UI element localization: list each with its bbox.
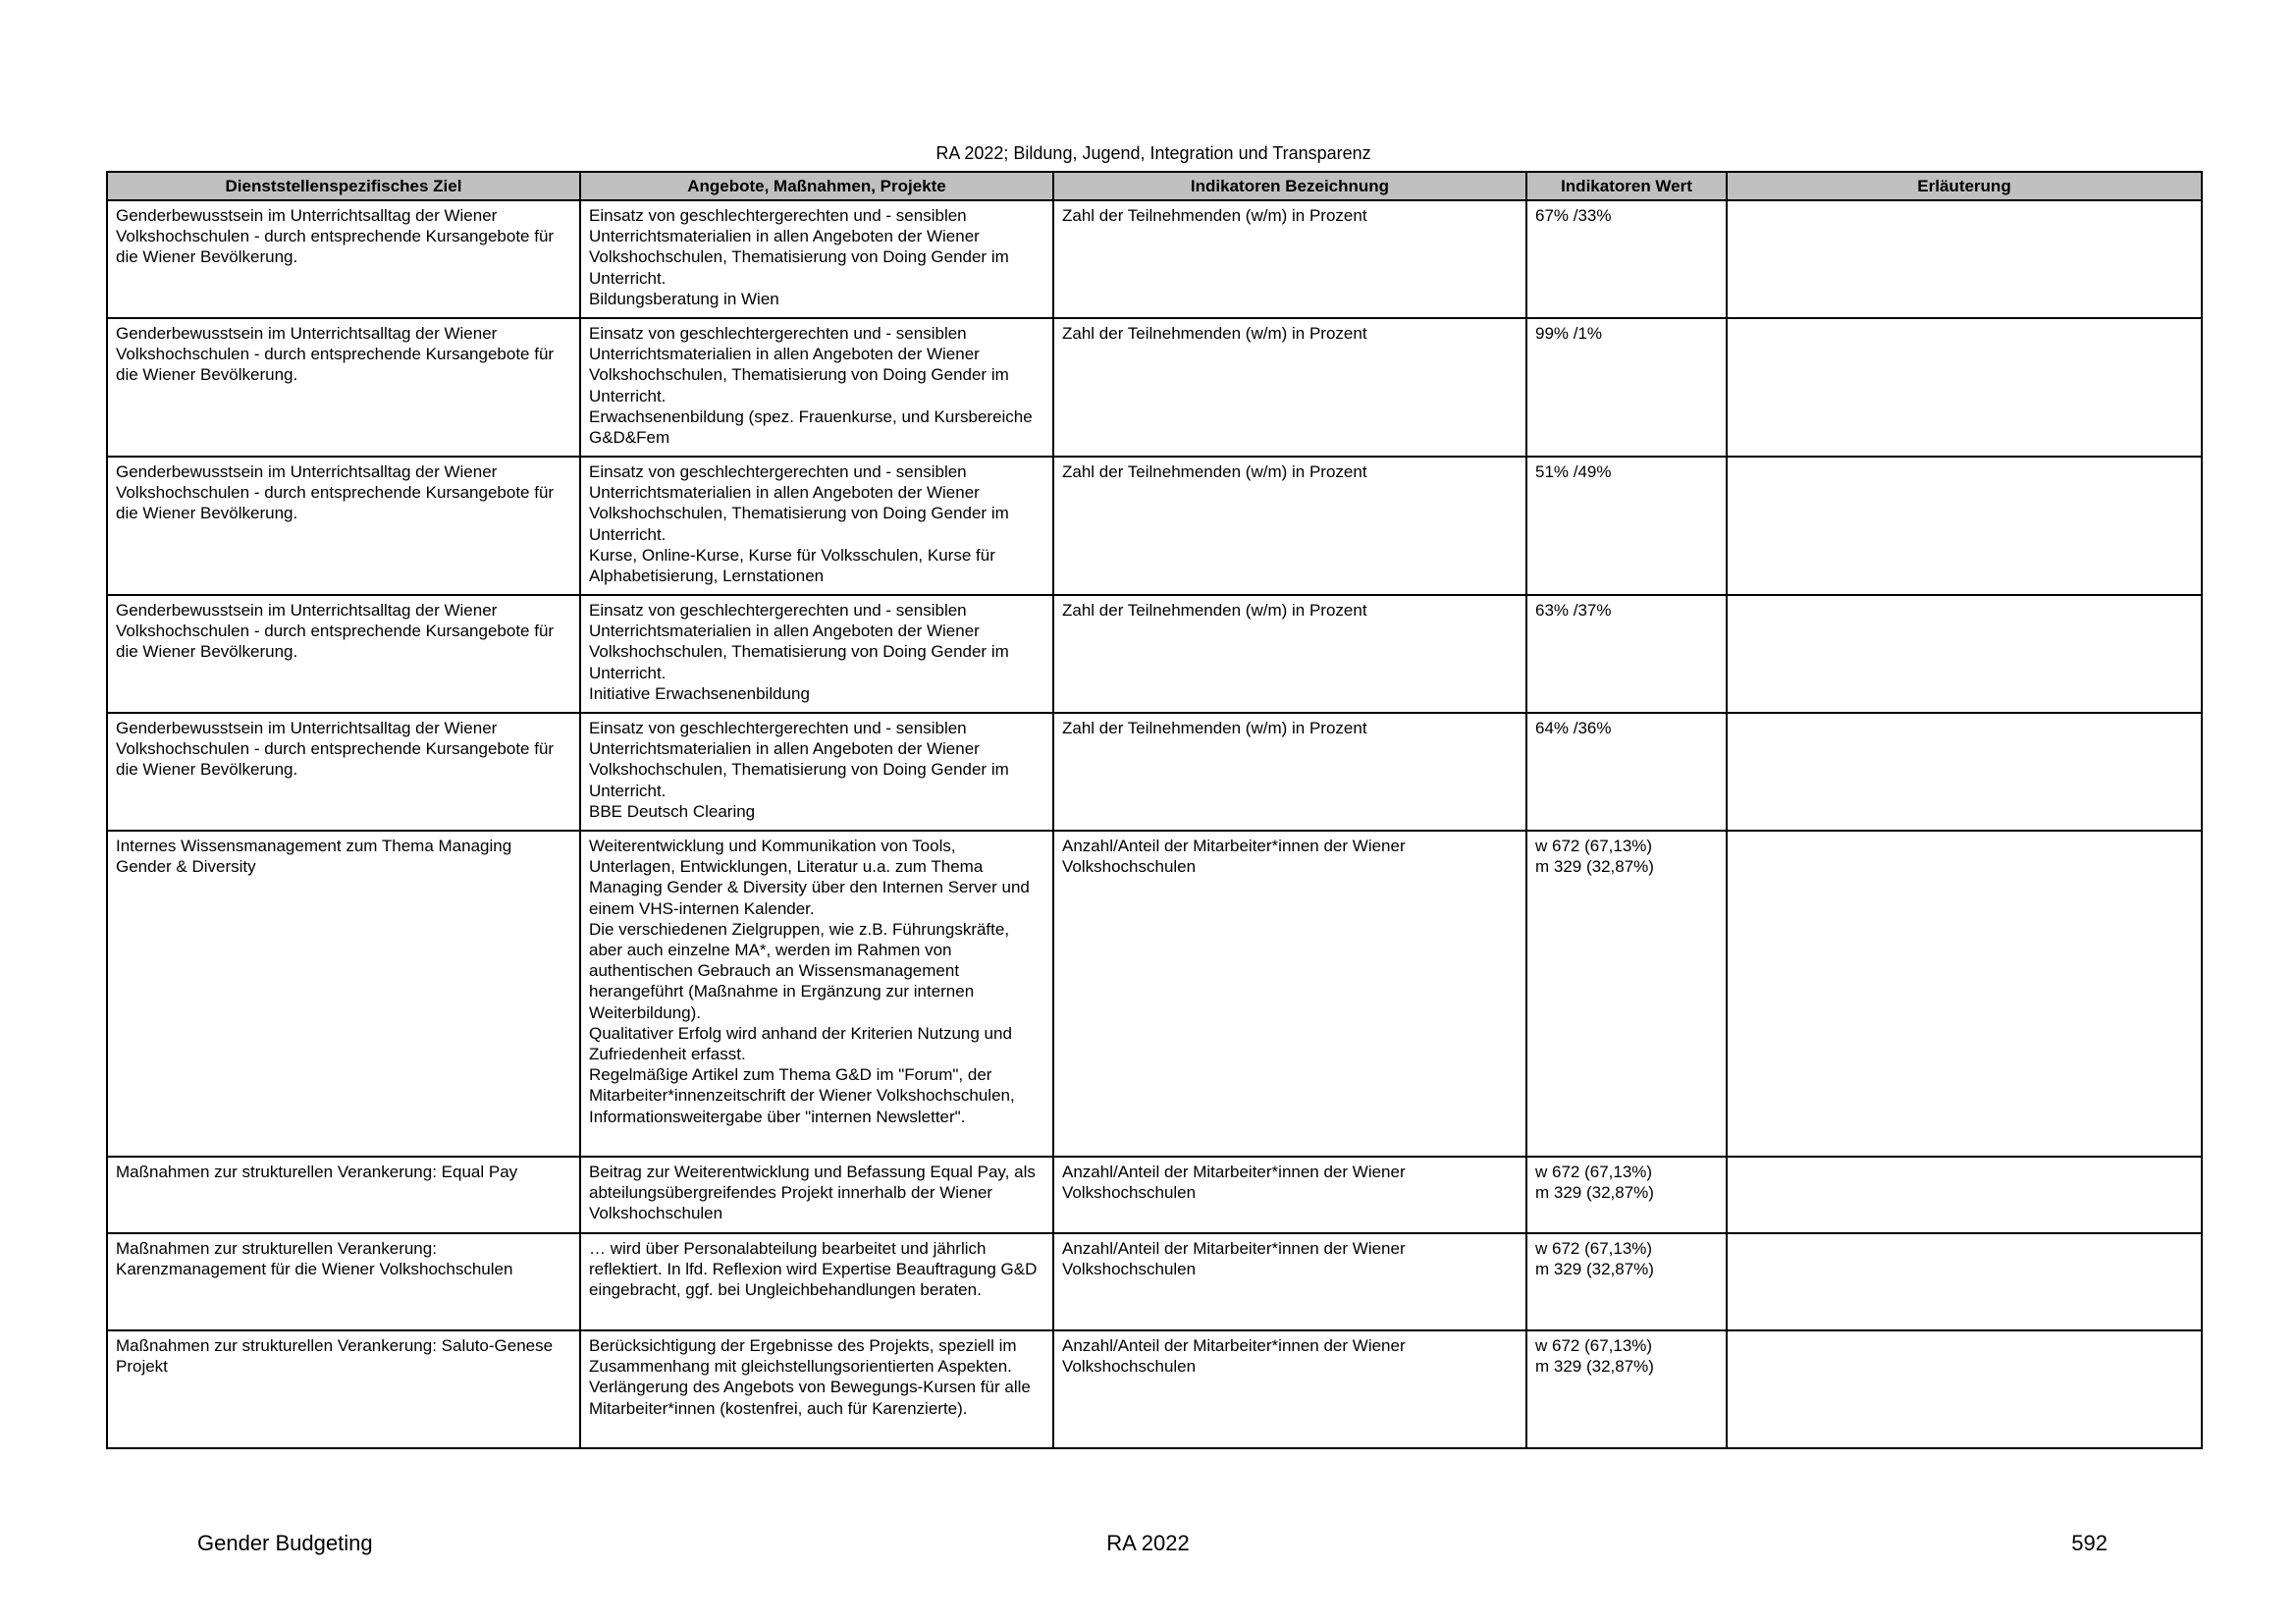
cell-wert [1526, 831, 1727, 1157]
page-number: 592 [2071, 1531, 2108, 1555]
cell-indikator [1053, 831, 1526, 1157]
cell-massnahmen [580, 1233, 1053, 1330]
cell-indikator [1053, 457, 1526, 595]
cell-massnahmen [580, 1157, 1053, 1233]
cell-indikator [1053, 595, 1526, 713]
cell-erlaeuterung [1727, 595, 2202, 713]
cell-erlaeuterung [1727, 318, 2202, 457]
cell-ziel [107, 1330, 580, 1448]
cell-ziel-text: Internes Wissensmanagement zum Thema Managing Gender & Diversity [116, 837, 516, 877]
table-row [107, 457, 2202, 595]
cell-ziel [107, 1157, 580, 1233]
cell-massnahmen [580, 595, 1053, 713]
cell-erlaeuterung [1727, 200, 2202, 318]
cell-ziel [107, 457, 580, 595]
cell-wert [1526, 1330, 1727, 1448]
cell-ziel-text: Genderbewusstsein im Unterrichtsalltag der Wiener Volkshochschulen - durch entsprechende Kursangebote für die Wiener Bevölkerung. [116, 601, 559, 662]
cell-ziel-text: Genderbewusstsein im Unterrichtsalltag der Wiener Volkshochschulen - durch entsprechende Kursangebote für die Wiener Bevölkerung. [116, 462, 559, 523]
cell-erlaeuterung [1727, 1330, 2202, 1448]
cell-massnahmen-text: Einsatz von geschlechtergerechten und - sensiblen Unterrichtsmaterialien in allen Angeboten der Wiener Volkshochschulen, Thematisierung von Doing Gender im Unterricht. Erwachsenenbildung (spez. Frauenkurse, und Kursbereiche G&D&Fem [589, 324, 1033, 448]
cell-ziel-text: Maßnahmen zur strukturellen Verankerung: Equal Pay [116, 1163, 518, 1181]
cell-wert-text: 67% /33% [1535, 206, 1612, 225]
cell-wert [1526, 457, 1727, 595]
cell-ziel-text: Maßnahmen zur strukturellen Verankerung: Saluto-Genese Projekt [116, 1336, 558, 1377]
cell-wert [1526, 318, 1727, 457]
cell-wert-text: w 672 (67,13%) m 329 (32,87%) [1535, 1336, 1654, 1377]
cell-ziel [107, 1233, 580, 1330]
cell-wert-text: 99% /1% [1535, 324, 1603, 343]
footer-left-label: Gender Budgeting [197, 1531, 373, 1555]
cell-massnahmen-text: Einsatz von geschlechtergerechten und - sensiblen Unterrichtsmaterialien in allen Angeboten der Wiener Volkshochschulen, Thematisierung von Doing Gender im Unterricht. Initiative Erwachsenenbildung [589, 601, 1009, 703]
cell-indikator-text: Anzahl/Anteil der Mitarbeiter*innen der Wiener Volkshochschulen [1062, 1336, 1411, 1377]
cell-wert [1526, 713, 1727, 831]
cell-indikator-text: Zahl der Teilnehmenden (w/m) in Prozent [1062, 601, 1367, 620]
cell-massnahmen-text: Berücksichtigung der Ergebnisse des Projekts, speziell im Zusammenhang mit gleichstellungsorientierten Aspekten. Verlängerung des Angebots von Bewegungs-Kursen für alle Mitarbeiter*innen (kostenfrei, auch für Karenzierte). [589, 1336, 1036, 1418]
footer-center-label: RA 2022 [1106, 1531, 1190, 1555]
cell-ziel [107, 831, 580, 1157]
table-row [107, 1233, 2202, 1330]
cell-wert-text: w 672 (67,13%) m 329 (32,87%) [1535, 1163, 1654, 1203]
table-header-row [107, 172, 2202, 200]
cell-ziel-text: Genderbewusstsein im Unterrichtsalltag der Wiener Volkshochschulen - durch entsprechende Kursangebote für die Wiener Bevölkerung. [116, 719, 559, 780]
cell-massnahmen-text: Einsatz von geschlechtergerechten und - sensiblen Unterrichtsmaterialien in allen Angeboten der Wiener Volkshochschulen, Thematisierung von Doing Gender im Unterricht. BBE Deutsch Clearing [589, 719, 1009, 821]
cell-massnahmen [580, 713, 1053, 831]
table-row [107, 1330, 2202, 1448]
gender-budget-table [106, 171, 2203, 1449]
cell-massnahmen [580, 200, 1053, 318]
header-erlaeuterung: Erläuterung [1727, 172, 2202, 200]
cell-indikator [1053, 1233, 1526, 1330]
cell-massnahmen [580, 831, 1053, 1157]
cell-erlaeuterung [1727, 1157, 2202, 1233]
table-row [107, 318, 2202, 457]
cell-wert-text: 63% /37% [1535, 601, 1612, 620]
cell-ziel-text: Genderbewusstsein im Unterrichtsalltag der Wiener Volkshochschulen - durch entsprechende Kursangebote für die Wiener Bevölkerung. [116, 324, 559, 385]
cell-massnahmen [580, 457, 1053, 595]
cell-ziel-text: Maßnahmen zur strukturellen Verankerung: Karenzmanagement für die Wiener Volkshochschulen [116, 1239, 513, 1279]
cell-ziel [107, 200, 580, 318]
page-title: RA 2022; Bildung, Jugend, Integration und Transparenz [935, 143, 1371, 163]
cell-ziel-text: Genderbewusstsein im Unterrichtsalltag der Wiener Volkshochschulen - durch entsprechende Kursangebote für die Wiener Bevölkerung. [116, 206, 559, 267]
cell-indikator [1053, 1330, 1526, 1448]
cell-massnahmen-text: Einsatz von geschlechtergerechten und - sensiblen Unterrichtsmaterialien in allen Angeboten der Wiener Volkshochschulen, Thematisierung von Doing Gender im Unterricht. Kurse, Online-Kurse, Kurse für Volksschulen, Kurse für Alphabetisierung, Lernstationen [589, 462, 1009, 586]
cell-indikator-text: Zahl der Teilnehmenden (w/m) in Prozent [1062, 719, 1367, 737]
cell-ziel [107, 595, 580, 713]
cell-indikator-text: Anzahl/Anteil der Mitarbeiter*innen der Wiener Volkshochschulen [1062, 1239, 1411, 1279]
cell-indikator-text: Anzahl/Anteil der Mitarbeiter*innen der Wiener Volkshochschulen [1062, 1163, 1411, 1203]
cell-ziel [107, 318, 580, 457]
cell-wert-text: w 672 (67,13%) m 329 (32,87%) [1535, 837, 1654, 877]
header-wert: Indikatoren Wert [1526, 172, 1727, 200]
cell-indikator [1053, 200, 1526, 318]
cell-massnahmen-text: Beitrag zur Weiterentwicklung und Befassung Equal Pay, als abteilungsübergreifendes Projekt innerhalb der Wiener Volkshochschulen [589, 1163, 1041, 1223]
table-row [107, 831, 2202, 1157]
cell-massnahmen [580, 1330, 1053, 1448]
cell-erlaeuterung [1727, 713, 2202, 831]
cell-massnahmen-text: … wird über Personalabteilung bearbeitet und jährlich reflektiert. In lfd. Reflexion wird Expertise Beauftragung G&D eingebracht, ggf. bei Ungleichbehandlungen beraten. [589, 1239, 1042, 1300]
table-row [107, 200, 2202, 318]
cell-massnahmen-text: Weiterentwicklung und Kommunikation von Tools, Unterlagen, Entwicklungen, Literatur u.a. zum Thema Managing Gender & Diversity über den Internen Server und einem VHS-internen Kalender. Die verschiedenen Zielgruppen, wie z.B. Führungskräfte, aber auch einzelne MA*, werden im Rahmen von authentischen Gebrauch an Wissensmanagement herangeführt (Maßnahme in Ergänzung zur internen Weiterbildung). Qualitativer Erfolg wird anhand der Kriterien Nutzung und Zufriedenheit erfasst. Regelmäßige Artikel zum Thema G&D im "Forum", der Mitarbeiter*innenzeitschrift der Wiener Volkshochschulen, Informationsweitergabe über "internen Newsletter". [589, 837, 1030, 1126]
cell-indikator [1053, 1157, 1526, 1233]
cell-wert [1526, 200, 1727, 318]
header-indikator: Indikatoren Bezeichnung [1053, 172, 1526, 200]
cell-indikator-text: Zahl der Teilnehmenden (w/m) in Prozent [1062, 206, 1367, 225]
cell-indikator-text: Zahl der Teilnehmenden (w/m) in Prozent [1062, 462, 1367, 481]
cell-indikator-text: Anzahl/Anteil der Mitarbeiter*innen der Wiener Volkshochschulen [1062, 837, 1411, 877]
table-row [107, 713, 2202, 831]
cell-erlaeuterung [1727, 1233, 2202, 1330]
cell-ziel [107, 713, 580, 831]
cell-massnahmen [580, 318, 1053, 457]
cell-erlaeuterung [1727, 831, 2202, 1157]
table-row [107, 595, 2202, 713]
cell-wert-text: 51% /49% [1535, 462, 1612, 481]
cell-wert-text: 64% /36% [1535, 719, 1612, 737]
cell-indikator [1053, 713, 1526, 831]
header-ziel: Dienststellenspezifisches Ziel [107, 172, 580, 200]
cell-wert [1526, 1157, 1727, 1233]
cell-wert [1526, 1233, 1727, 1330]
cell-wert [1526, 595, 1727, 713]
cell-indikator-text: Zahl der Teilnehmenden (w/m) in Prozent [1062, 324, 1367, 343]
header-massnahmen: Angebote, Maßnahmen, Projekte [580, 172, 1053, 200]
cell-wert-text: w 672 (67,13%) m 329 (32,87%) [1535, 1239, 1654, 1279]
table-row [107, 1157, 2202, 1233]
cell-massnahmen-text: Einsatz von geschlechtergerechten und - sensiblen Unterrichtsmaterialien in allen Angeboten der Wiener Volkshochschulen, Thematisierung von Doing Gender im Unterricht. Bildungsberatung in Wien [589, 206, 1009, 308]
cell-erlaeuterung [1727, 457, 2202, 595]
cell-indikator [1053, 318, 1526, 457]
